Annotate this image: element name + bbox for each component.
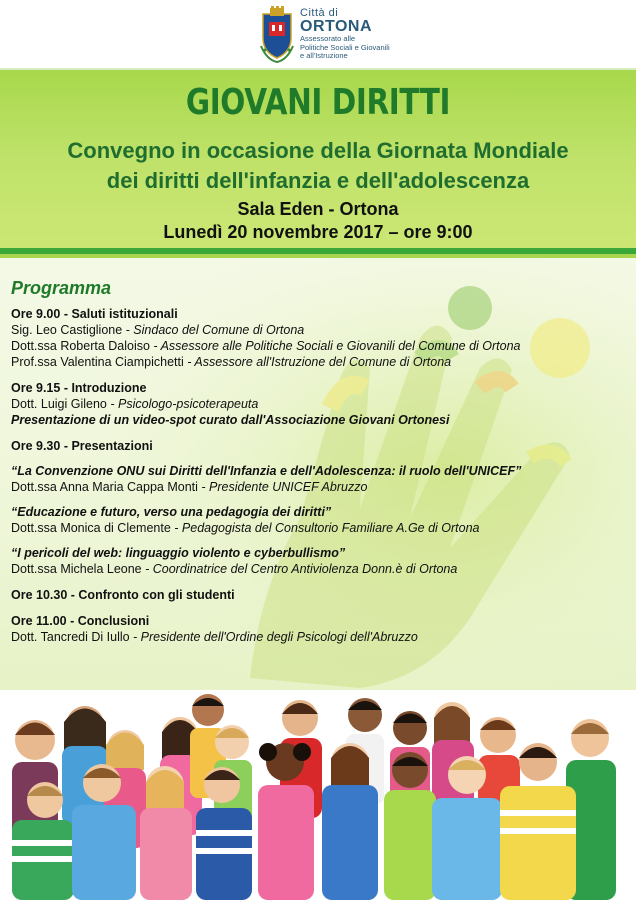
speaker-name: Dott.ssa Monica di Clemente: [11, 521, 171, 535]
program-slot: [11, 380, 631, 428]
program-slot: [11, 438, 631, 577]
header: [0, 0, 636, 70]
children-photo: [0, 690, 636, 900]
poster-title: GIOVANI DIRITTI: [185, 82, 451, 123]
program-slot: [11, 613, 631, 645]
speaker-name: Dott.ssa Anna Maria Cappa Monti: [11, 480, 198, 494]
speaker-line: [11, 338, 631, 354]
speaker-line: [11, 322, 631, 338]
speaker-name: Dott. Tancredi Di Iullo: [11, 630, 130, 644]
event-date: Lunedì 20 novembre 2017 – ore 9:00: [163, 222, 473, 242]
program: [11, 278, 631, 655]
speaker-role: - Presidente UNICEF Abruzzo: [197, 480, 368, 494]
speaker-line: [11, 396, 631, 412]
speaker-role: - Psicologo-psicoterapeuta: [106, 397, 259, 411]
slot-heading: Ore 11.00 - Conclusioni: [11, 614, 150, 628]
city-name-block: [300, 7, 440, 61]
slot-note: Presentazione di un video-spot curato dall'Associazione Giovani Ortonesi: [11, 413, 450, 427]
slot-heading: Ore 9.30 - Presentazioni: [11, 439, 153, 453]
city-prefix: Città di: [300, 7, 339, 19]
speaker-role: - Assessore alle Politiche Sociali e Giovanili del Comune di Ortona: [149, 339, 521, 353]
subtitle-line: Convegno in occasione della Giornata Mondiale: [67, 138, 569, 163]
city-crest-icon: [257, 6, 297, 64]
talk-title: “I pericoli del web: linguaggio violento e cyberbullismo”: [11, 546, 346, 560]
slot-heading: Ore 10.30 - Confronto con gli studenti: [11, 588, 235, 602]
speaker-role: - Sindaco del Comune di Ortona: [122, 323, 305, 337]
department-line: Assessorato alle: [300, 34, 356, 43]
speaker-name: Dott. Luigi Gileno: [11, 397, 107, 411]
speaker-line: [11, 629, 631, 645]
speaker-name: Dott.ssa Roberta Daloiso: [11, 339, 150, 353]
slot-heading: Ore 9.15 - Introduzione: [11, 381, 147, 395]
subtitle-line: dei diritti dell'infanzia e dell'adolescenza: [106, 168, 530, 193]
speaker-role: - Presidente dell'Ordine degli Psicologi dell'Abruzzo: [129, 630, 418, 644]
speaker-line: [11, 354, 631, 370]
talk-title: “Educazione e futuro, verso una pedagogia dei diritti”: [11, 505, 332, 519]
speaker-name: Prof.ssa Valentina Ciampichetti: [11, 355, 184, 369]
speaker-line: [11, 479, 631, 495]
slot-heading: Ore 9.00 - Saluti istituzionali: [11, 307, 178, 321]
venue: Sala Eden - Ortona: [237, 199, 399, 219]
speaker-role: - Coordinatrice del Centro Antiviolenza Donn.è di Ortona: [141, 562, 458, 576]
speaker-line: [11, 561, 631, 577]
speaker-name: Sig. Leo Castiglione: [11, 323, 123, 337]
speaker-role: - Assessore all'Istruzione del Comune di Ortona: [183, 355, 452, 369]
speaker-role: - Pedagogista del Consultorio Familiare A.Ge di Ortona: [170, 521, 480, 535]
program-slot: [11, 587, 631, 603]
speaker-line: [11, 520, 631, 536]
department-line: Politiche Sociali e Giovanili: [300, 42, 390, 52]
title-band: [0, 70, 636, 248]
talk-title: “La Convenzione ONU sui Diritti dell'Infanzia e dell'Adolescenza: il ruolo dell'UNICEF”: [11, 464, 522, 478]
city-name: ORTONA: [300, 18, 373, 35]
children-group-image: [0, 690, 636, 900]
program-heading: Programma: [11, 278, 112, 298]
speaker-name: Dott.ssa Michela Leone: [11, 562, 142, 576]
program-slot: [11, 306, 631, 370]
department-line: e all'Istruzione: [300, 51, 348, 60]
